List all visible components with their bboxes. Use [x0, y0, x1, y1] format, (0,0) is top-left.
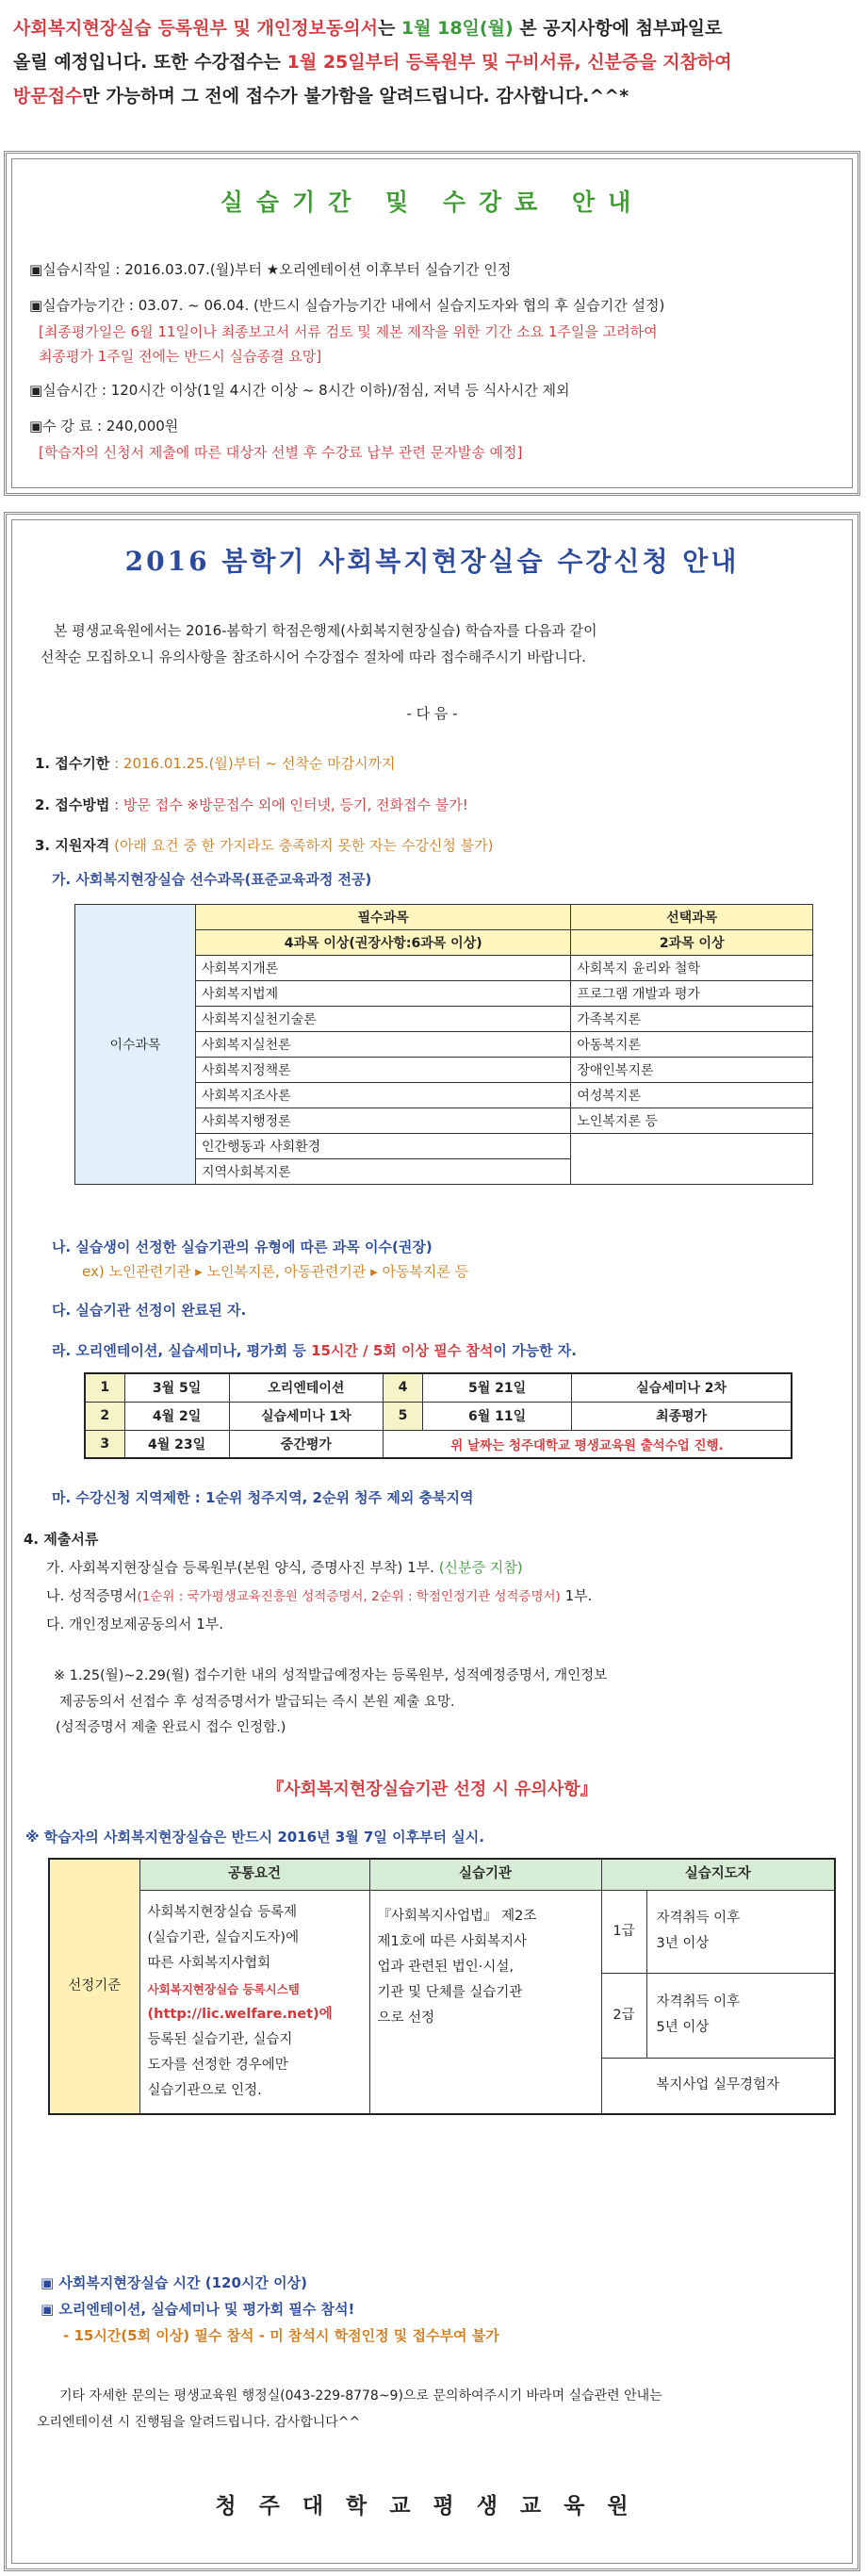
- required-course: 사회복지실천기술론: [196, 1007, 571, 1032]
- criteria-header-agency: 실습기관: [369, 1859, 601, 1890]
- required-course: 사회복지개론: [196, 956, 571, 981]
- criteria-agency-line: 업과 관련된 법인·시설,: [377, 1959, 514, 1975]
- schedule-event: 실습세미나 2차: [572, 1373, 792, 1402]
- subsection-ra: 라. 오리엔테이션, 실습세미나, 평가회 등 15시간 / 5회 이상 필수 참석이 가능한 자.: [52, 1342, 577, 1359]
- required-course: 지역사회복지론: [196, 1159, 571, 1185]
- grade-2-label: 2급: [601, 1973, 646, 2058]
- bullet-attendance: ▣ 오리엔테이션, 실습세미나 및 평가회 필수 참석!: [41, 2301, 355, 2318]
- docs-note-2: 제공동의서 선접수 후 성적증명서가 발급되는 즉시 본원 제출 요망.: [59, 1695, 455, 1710]
- prereq-side-label: 이수과목: [75, 905, 196, 1185]
- period-hours: ▣실습시간 : 120시간 이상(1일 4시간 이상 ~ 8시간 이하)/점심, 저녁 등 식사시간 제외: [29, 382, 570, 399]
- schedule-no: 2: [85, 1402, 124, 1430]
- elective-empty-cell: [571, 1134, 813, 1185]
- schedule-no: 1: [85, 1373, 124, 1402]
- contact-line-2: 오리엔테이션 시 진행됨을 알려드립니다. 감사합니다^^: [37, 2415, 361, 2430]
- schedule-date: 5월 21일: [422, 1373, 571, 1402]
- required-course: 사회복지행정론: [196, 1108, 571, 1134]
- criteria-common-line: (http://lic.welfare.net)에: [147, 2006, 333, 2022]
- subsection-ga: 가. 사회복지현장실습 선수과목(표준교육과정 전공): [52, 871, 372, 888]
- elective-course: 노인복지론 등: [571, 1108, 813, 1134]
- period-range-note-1: [최종평가일은 6월 11일이나 최종보고서 서류 검토 및 제본 제작을 위한 기간 소요 1주일을 고려하여: [39, 323, 658, 340]
- criteria-common-line: 등록된 실습기관, 실습지: [147, 2031, 293, 2047]
- criteria-common-line: 사회복지현장실습 등록시스템: [147, 1981, 300, 1996]
- criteria-table: [48, 1858, 836, 2115]
- notice-line-1: 사회복지현장실습 등록원부 및 개인정보동의서는 1월 18일(월) 본 공지사항에 첨부파일로: [13, 18, 723, 39]
- course-inner-border: [11, 519, 853, 2564]
- period-title: 실습기간 및 수강료 안내: [220, 189, 645, 216]
- schedule-event: 최종평가: [572, 1402, 792, 1430]
- schedule-event: 중간평가: [229, 1430, 383, 1458]
- schedule-event: 오리엔테이션: [229, 1373, 383, 1402]
- criteria-agency-cell: [369, 1890, 601, 2114]
- contact-line-1: 기타 자세한 문의는 평생교육원 행정실(043-229-8778~9)으로 문의하여주시기 바라며 실습관련 안내는: [59, 2388, 662, 2404]
- notice-line-2: 올릴 예정입니다. 또한 수강접수는 1월 25일부터 등록원부 및 구비서류, 신분증을 지참하여: [13, 52, 732, 73]
- schedule-no: 4: [383, 1373, 422, 1402]
- period-fee-box: [4, 151, 860, 496]
- section-1: 1. 접수기한 : 2016.01.25.(월)부터 ~ 선착순 마감시까지: [35, 755, 396, 772]
- schedule-row: [85, 1430, 792, 1458]
- period-fee: ▣수 강 료 : 240,000원: [29, 418, 179, 435]
- docs-item-b: 나. 성적증명서(1순위 : 국가평생교육진흥원 성적증명서, 2순위 : 학점인정기관 성적증명서) 1부.: [46, 1587, 593, 1604]
- intro-line-2: 선착순 모집하오니 유의사항을 참조하시어 수강접수 절차에 따라 접수해주시기 바랍니다.: [41, 648, 587, 665]
- prereq-sub-required: 4과목 이상(권장사항:6과목 이상): [196, 930, 571, 956]
- schedule-note: 위 날짜는 청주대학교 평생교육원 출석수업 진행.: [383, 1430, 792, 1458]
- prereq-table: [74, 904, 813, 1185]
- course-title: 2016 봄학기 사회복지현장실습 수강신청 안내: [124, 546, 740, 577]
- schedule-table: [84, 1372, 792, 1459]
- section-4: 4. 제출서류: [24, 1531, 99, 1548]
- prereq-header-required: 필수과목: [196, 905, 571, 930]
- bullet-attendance-note: - 15시간(5회 이상) 필수 참석 - 미 참석시 학점인정 및 접수부여 불가: [63, 2327, 499, 2344]
- schedule-event: 실습세미나 1차: [229, 1402, 383, 1430]
- schedule-row: [85, 1373, 792, 1402]
- schedule-date: 3월 5일: [124, 1373, 229, 1402]
- docs-note-1: ※ 1.25(월)~2.29(월) 접수기한 내의 성적발급예정자는 등록원부, 성적예정증명서, 개인정보: [54, 1668, 608, 1683]
- caution-title: 『사회복지현장실습기관 선정 시 유의사항』: [267, 1780, 597, 1799]
- criteria-common-line: 사회복지현장실습 등록제: [147, 1904, 298, 1920]
- section-2: 2. 접수방법 : 방문 접수 ※방문접수 외에 인터넷, 등기, 전화접수 불가!: [35, 796, 468, 813]
- schedule-date: 6월 11일: [422, 1402, 571, 1430]
- required-course: 인간행동과 사회환경: [196, 1134, 571, 1159]
- notice-line-3: 방문접수만 가능하며 그 전에 접수가 불가함을 알려드립니다. 감사합니다.^^*: [13, 86, 629, 107]
- daum-heading: - 다 음 -: [406, 705, 458, 722]
- criteria-common-cell: [139, 1890, 369, 2114]
- prereq-header-elective: 선택과목: [571, 905, 813, 930]
- criteria-agency-line: 으로 선정: [377, 2010, 435, 2026]
- grade-2-requirement: 자격취득 이후 5년 이상: [646, 1973, 835, 2058]
- subsection-da: 다. 실습기관 선정이 완료된 자.: [52, 1302, 247, 1319]
- period-range-note-2: 최종평가 1주일 전에는 반드시 실습종결 요망]: [39, 348, 322, 365]
- notice-block: [0, 0, 866, 141]
- subsection-ma: 마. 수강신청 지역제한 : 1순위 청주지역, 2순위 청주 제외 충북지역: [52, 1489, 474, 1506]
- period-start: ▣실습시작일 : 2016.03.07.(월)부터 ★오리엔테이션 이후부터 실습기간 인정: [29, 261, 512, 278]
- criteria-side-label: 선정기준: [49, 1859, 139, 2114]
- elective-course: 여성복지론: [571, 1083, 813, 1108]
- grade-1-requirement: 자격취득 이후 3년 이상: [646, 1890, 835, 1973]
- criteria-agency-line: 제1호에 따른 사회복지사: [377, 1933, 528, 1949]
- caution-note: ※ 학습자의 사회복지현장실습은 반드시 2016년 3월 7일 이후부터 실시.: [25, 1829, 484, 1846]
- criteria-common-line: (실습기관, 실습지도자)에: [147, 1929, 300, 1945]
- docs-item-a: 가. 사회복지현장실습 등록원부(본원 양식, 증명사진 부착) 1부. (신분증 지참): [46, 1559, 523, 1576]
- criteria-common-line: 실습기관으로 인정.: [147, 2082, 262, 2098]
- schedule-date: 4월 23일: [124, 1430, 229, 1458]
- required-course: 사회복지법제: [196, 981, 571, 1007]
- bullet-hours: ▣ 사회복지현장실습 시간 (120시간 이상): [41, 2274, 307, 2291]
- required-course: 사회복지정책론: [196, 1058, 571, 1083]
- elective-course: 장애인복지론: [571, 1058, 813, 1083]
- criteria-common-line: 따른 사회복지사협회: [147, 1955, 271, 1971]
- criteria-common-line: 도자를 선정한 경우에만: [147, 2057, 288, 2073]
- elective-course: 아동복지론: [571, 1032, 813, 1058]
- elective-course: 가족복지론: [571, 1007, 813, 1032]
- required-course: 사회복지실천론: [196, 1032, 571, 1058]
- docs-item-c: 다. 개인정보제공동의서 1부.: [46, 1616, 224, 1633]
- criteria-agency-line: 『사회복지사업법』 제2조: [377, 1908, 537, 1924]
- elective-course: 사회복지 윤리와 철학: [571, 956, 813, 981]
- grade-3-requirement: 복지사업 실무경험자: [601, 2058, 835, 2114]
- period-fee-note: [학습자의 신청서 제출에 따른 대상자 선별 후 수강료 납부 관련 문자발송 예정]: [39, 444, 523, 461]
- criteria-agency-line: 기관 및 단체를 실습기관: [377, 1984, 523, 2000]
- elective-course: 프로그램 개발과 평가: [571, 981, 813, 1007]
- schedule-no: 5: [383, 1402, 422, 1430]
- period-range: ▣실습가능기간 : 03.07. ~ 06.04. (반드시 실습가능기간 내에서 실습지도자와 협의 후 실습기간 설정): [29, 297, 665, 314]
- criteria-header-common: 공통요건: [139, 1859, 369, 1890]
- subsection-na: 나. 실습생이 선정한 실습기관의 유형에 따른 과목 이수(권장): [52, 1239, 433, 1255]
- schedule-date: 4월 2일: [124, 1402, 229, 1430]
- section-3: 3. 지원자격 (아래 요건 중 한 가지라도 충족하지 못한 자는 수강신청 불가): [35, 837, 494, 854]
- docs-note-3: (성적증명서 제출 완료시 접수 인정함.): [56, 1720, 286, 1735]
- organization-name: 청주대학교평생교육원: [215, 2493, 651, 2519]
- subsection-na-example: ex) 노인관련기관 ▸ 노인복지론, 아동관련기관 ▸ 아동복지론 등: [82, 1263, 469, 1280]
- grade-1-label: 1급: [601, 1890, 646, 1973]
- schedule-row: [85, 1402, 792, 1430]
- prereq-sub-elective: 2과목 이상: [571, 930, 813, 956]
- required-course: 사회복지조사론: [196, 1083, 571, 1108]
- intro-line-1: 본 평생교육원에서는 2016-봄학기 학점은행제(사회복지현장실습) 학습자를 다음과 같이: [54, 622, 597, 639]
- course-guide-box: [4, 512, 860, 2571]
- criteria-header-supervisor: 실습지도자: [601, 1859, 835, 1890]
- schedule-no: 3: [85, 1430, 124, 1458]
